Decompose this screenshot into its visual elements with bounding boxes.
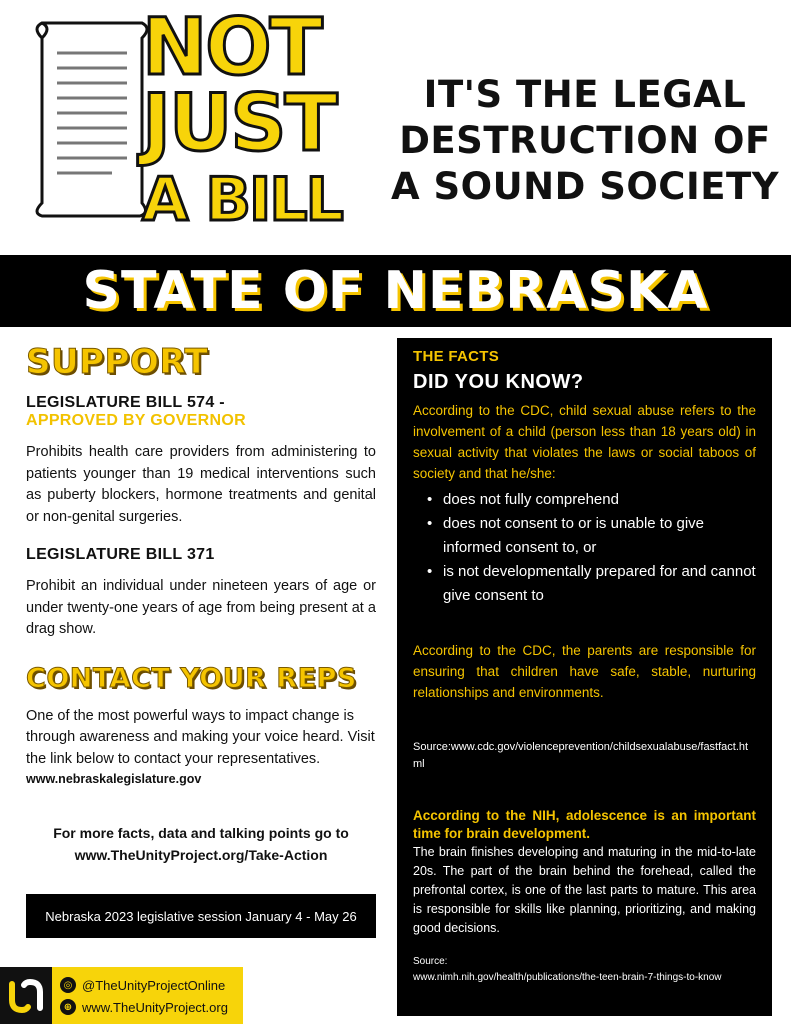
bill-371-description: Prohibit an individual under nineteen years of age or under twenty-one years of age from being present at a drag show. [26,578,376,637]
list-item: • does not fully comprehend [425,488,756,512]
website-row[interactable] [60,999,228,1015]
not-just-a-bill-logo [22,3,377,240]
contact-heading: CONTACT YOUR REPS [26,662,357,694]
legislature-link[interactable]: www.nebraskalegislature.gov [26,772,202,786]
globe-icon: ⊕ [60,999,76,1015]
logo-line-3: A BILL [142,165,342,235]
logo-line-1: NOT [142,3,321,93]
cdc-definition: According to the CDC, child sexual abuse refers to the involvement of a child (person less than 18 years old) in sexual activity that violates the laws or social taboos of society and that he/she: [413,403,756,481]
headline-line-1: IT'S THE LEGAL [423,73,747,116]
support-heading: SUPPORT [26,342,209,382]
scroll-icon [22,18,157,218]
nih-source-label: Source: [413,956,448,967]
brand-footer [0,967,243,1024]
nih-body: The brain finishes developing and maturing in the mid-to-late 20s. The part of the brain behind the forehead, called the prefrontal cortex, is one of the last parts to mature. This area is responsible for skills like planning, prioritizing, and making good decisions. [413,845,756,935]
bill-574-title: LEGISLATURE BILL 574 - [26,394,225,411]
unity-project-logo-icon [0,967,52,1024]
instagram-icon: ◎ [60,977,76,993]
left-column [26,342,376,924]
definition-bullets [413,488,756,608]
social-handle-row[interactable] [60,977,225,993]
headline-line-2: DESTRUCTION OF [399,119,771,162]
headline [380,72,790,210]
social-handle: @TheUnityProjectOnline [82,977,226,993]
bill-371-title: LEGISLATURE BILL 371 [26,546,215,563]
nih-source [413,954,756,986]
take-action-link[interactable]: www.TheUnityProject.org/Take-Action [74,847,328,863]
more-facts [26,822,376,866]
logo-line-2: JUST [142,79,336,169]
website-link: www.TheUnityProject.org [82,999,228,1015]
headline-line-3: A SOUND SOCIETY [390,165,780,208]
facts-panel [397,338,772,1016]
nih-heading: According to the NIH, adolescence is an important time for brain development. [413,808,756,841]
state-title: STATE OF NEBRASKA [82,261,709,321]
state-banner [0,255,791,327]
cdc-source[interactable]: Source:www.cdc.gov/violenceprevention/childsexualabuse/fastfact.html [413,741,749,770]
list-item: • does not consent to or is unable to give informed consent to, or [425,512,756,560]
list-item: • is not developmentally prepared for and cannot give consent to [425,560,756,608]
more-facts-line-1: For more facts, data and talking points go to [53,825,349,841]
facts-kicker: THE FACTS [413,348,500,365]
bill-574-description: Prohibits health care providers from administering to patients younger than 19 medical interventions such as puberty blockers, hormone treatments and genital or non-genital surgeries. [26,444,376,525]
session-dates: Nebraska 2023 legislative session January 4 - May 26 [26,894,376,938]
bill-574-status: APPROVED BY GOVERNOR [26,412,246,429]
cdc-parents: According to the CDC, the parents are responsible for ensuring that children have safe, stable, nurturing relationships and environments. [413,643,756,700]
facts-title: DID YOU KNOW? [413,371,584,393]
contact-text: One of the most powerful ways to impact change is through awareness and making your voice heard. Visit the link below to contact your representatives. [26,707,375,767]
nih-source-link[interactable]: www.nimh.nih.gov/health/publications/the-teen-brain-7-things-to-know [413,972,722,983]
